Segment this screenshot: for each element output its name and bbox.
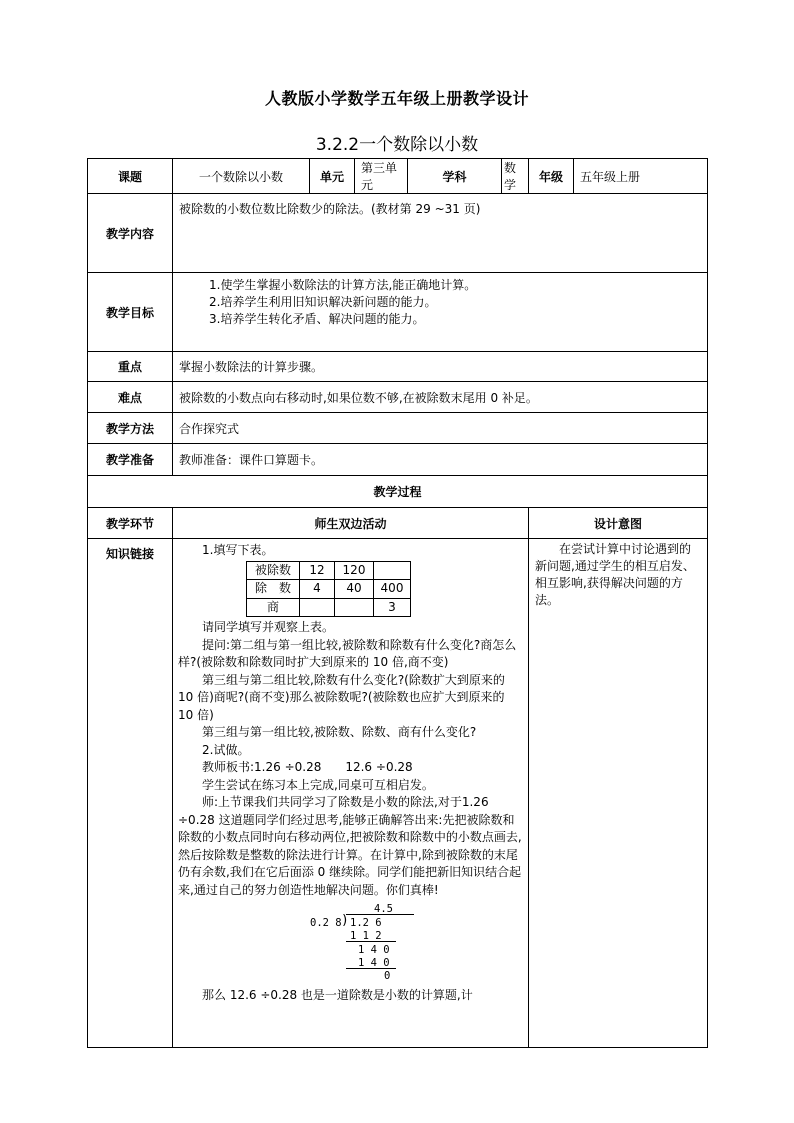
topic-label: 课题 — [88, 159, 173, 194]
preparation-row — [88, 444, 708, 476]
goal-item: 1.使学生掌握小数除法的计算方法,能正确地计算。 — [209, 278, 477, 292]
topic-value: 一个数除以小数 — [173, 159, 310, 194]
division-step: 1 1 2 — [350, 930, 382, 942]
goals-list — [173, 273, 708, 352]
goal-item: 3.培养学生转化矛盾、解决问题的能力。 — [209, 312, 425, 326]
difficulty-row — [88, 382, 708, 413]
key-point-text: 掌握小数除法的计算步骤。 — [173, 352, 708, 382]
process-heading: 教学过程 — [88, 476, 708, 508]
intent-cell — [529, 539, 708, 1048]
lesson-plan-table — [87, 158, 708, 1048]
table-cell: 3 — [374, 598, 411, 617]
table-cell: 400 — [374, 580, 411, 599]
division-bracket: ) — [341, 913, 349, 928]
table-cell: 除 数 — [247, 580, 300, 599]
difficulty-label: 难点 — [88, 382, 173, 413]
process-columns-row — [88, 508, 708, 539]
division-step: 1 4 0 — [358, 957, 390, 969]
lesson-subtitle: 3.2.2一个数除以小数 — [315, 135, 479, 155]
preparation-text: 教师准备：课件口算题卡。 — [173, 444, 708, 476]
activity-cell — [173, 539, 529, 1048]
method-label: 教学方法 — [88, 413, 173, 444]
col-stage-header: 教学环节 — [88, 508, 173, 539]
subject-label: 学科 — [408, 159, 502, 194]
content-text: 被除数的小数位数比除数少的除法。(教材第 29 ~31 页) — [173, 194, 708, 273]
info-row — [88, 159, 708, 194]
table-row — [247, 580, 411, 599]
content-label: 教学内容 — [88, 194, 173, 273]
content-row — [88, 194, 708, 273]
table-row — [247, 561, 411, 580]
method-row — [88, 413, 708, 444]
division-quotient: 4.5 — [374, 903, 393, 915]
paragraph: 师:上节课我们共同学习了除数是小数的除法,对于1.26 ÷0.28 这道题同学们经过思考,能够正确解答出来:先把被除数和除数的小数点同时向右移动两位,把被除数和除数中的小数点画去,然后按除数是整数的除法进行计算。在计算中,除到被除数的末尾仍有余数,我们在它后面添 0 继续除。同学们能把新旧知识结合起来,通过自己的努力创造性地解决问题。你们真棒! — [178, 795, 522, 897]
paragraph: 教师板书:1.26 ÷0.28 12.6 ÷0.28 — [202, 760, 413, 774]
unit-value: 第三单元 — [355, 159, 408, 194]
paragraph: 第三组与第一组比较,被除数、除数、商有什么变化? — [202, 725, 477, 739]
paragraph: 2.试做。 — [202, 742, 250, 757]
key-point-label: 重点 — [88, 352, 173, 382]
stage-name: 知识链接 — [88, 539, 173, 1048]
goals-label: 教学目标 — [88, 273, 173, 352]
method-text: 合作探究式 — [173, 413, 708, 444]
process-heading-row — [88, 476, 708, 508]
knowledge-link-row — [88, 539, 708, 1048]
activity-item-1: 1.填写下表。 — [202, 543, 274, 557]
table-cell: 120 — [335, 561, 374, 580]
long-division — [178, 901, 523, 982]
paragraph: 那么 12.6 ÷0.28 也是一道除数是小数的计算题,计 — [202, 988, 473, 1002]
preparation-label: 教学准备 — [88, 444, 173, 476]
table-cell: 12 — [300, 561, 335, 580]
division-dividend: 1.2 6 — [350, 917, 382, 929]
table-cell: 商 — [247, 598, 300, 617]
col-activity-header: 师生双边活动 — [173, 508, 529, 539]
paragraph: 请同学填写并观察上表。 — [202, 620, 335, 634]
division-step: 1 4 0 — [358, 944, 390, 956]
table-cell: 40 — [335, 580, 374, 599]
grade-value: 五年级上册 — [574, 159, 708, 194]
paragraph: 提问:第二组与第一组比较,被除数和除数有什么变化?商怎么样?(被除数和除数同时扩大到原来的 10 倍,商不变) — [178, 637, 517, 669]
col-intent-header: 设计意图 — [529, 508, 708, 539]
division-divisor: 0.2 8 — [310, 917, 342, 929]
table-cell: 4 — [300, 580, 335, 599]
goal-item: 2.培养学生利用旧知识解决新问题的能力。 — [209, 295, 437, 309]
document-title: 人教版小学数学五年级上册教学设计 — [264, 89, 529, 108]
goals-row — [88, 273, 708, 352]
table-cell — [300, 598, 335, 617]
table-cell: 被除数 — [247, 561, 300, 580]
division-table — [246, 561, 411, 618]
unit-label: 单元 — [310, 159, 355, 194]
table-cell — [374, 561, 411, 580]
difficulty-text: 被除数的小数点向右移动时,如果位数不够,在被除数末尾用 0 补足。 — [173, 382, 708, 413]
division-remainder: 0 — [384, 970, 391, 982]
grade-label: 年级 — [529, 159, 574, 194]
subject-value: 数学 — [502, 159, 529, 194]
paragraph: 学生尝试在练习本上完成,同桌可互相启发。 — [202, 777, 434, 792]
paragraph: 第三组与第二组比较,除数有什么变化?(除数扩大到原来的 10 倍)商呢?(商不变)那么被除数呢?(被除数也应扩大到原来的 10 倍) — [178, 672, 505, 722]
key-point-row — [88, 352, 708, 382]
table-cell — [335, 598, 374, 617]
table-row — [247, 598, 411, 617]
intent-text: 在尝试计算中讨论遇到的新问题,通过学生的相互启发、相互影响,获得解决问题的方法。 — [535, 542, 695, 607]
